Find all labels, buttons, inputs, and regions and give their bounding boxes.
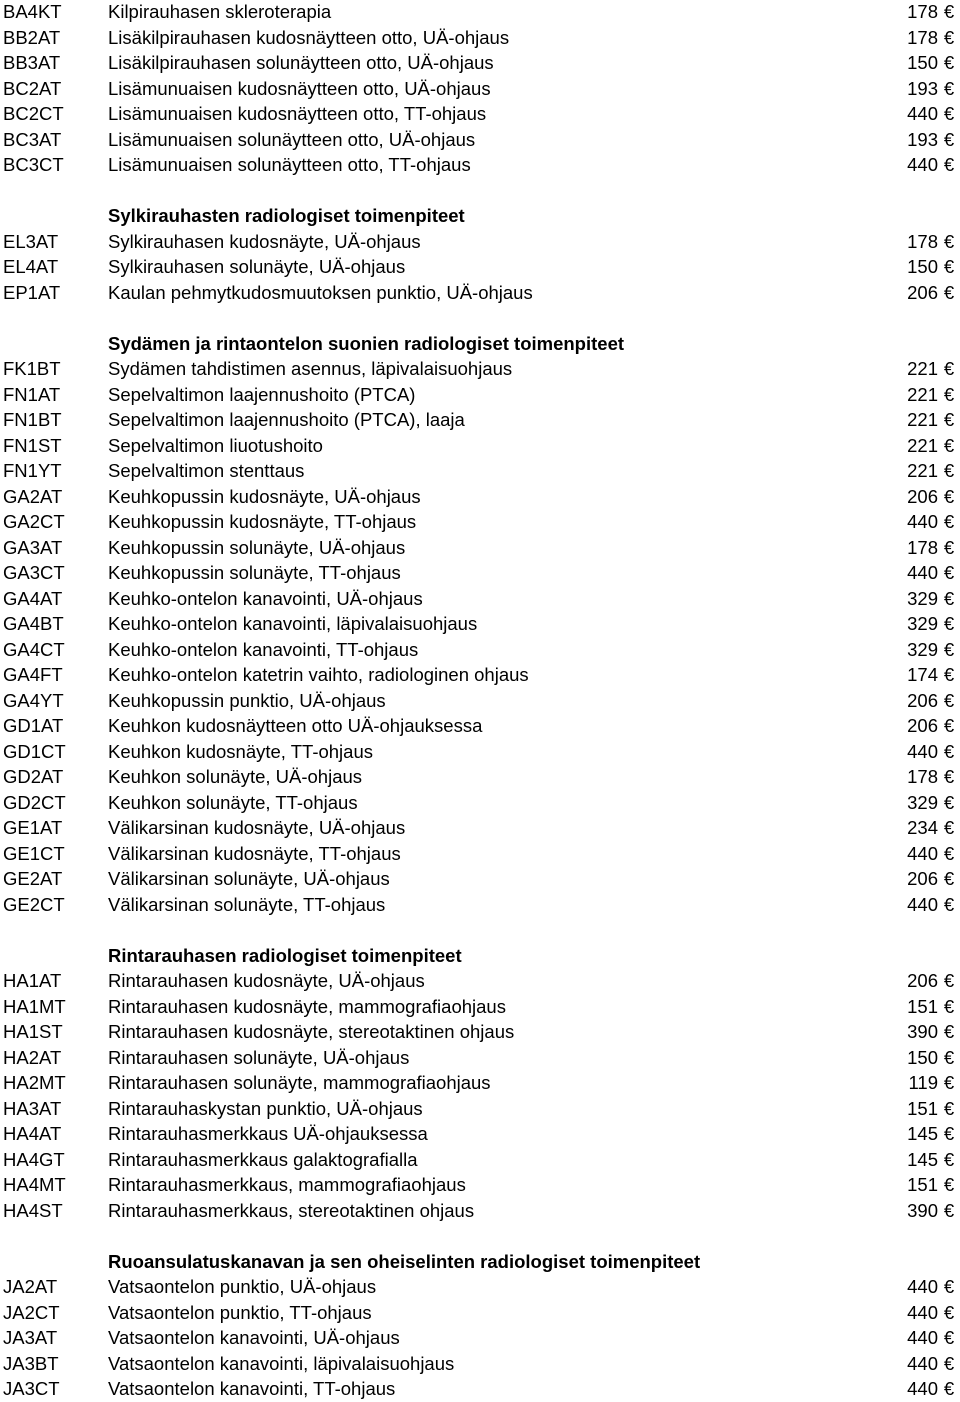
procedure-description: Kaulan pehmytkudosmuutoksen punktio, UÄ-ohjaus bbox=[108, 281, 533, 303]
table-row bbox=[0, 1045, 960, 1071]
procedure-code: GE1AT bbox=[3, 817, 63, 838]
procedure-price: 151 bbox=[907, 1097, 938, 1119]
procedure-code: EL4AT bbox=[3, 256, 59, 277]
procedure-description: Sepelvaltimon liuotushoito bbox=[108, 434, 323, 456]
procedure-description: Rintarauhasmerkkaus, mammografiaohjaus bbox=[108, 1174, 466, 1195]
euro-currency-icon: € bbox=[943, 77, 955, 99]
procedure-code: JA3AT bbox=[3, 1327, 58, 1348]
table-row bbox=[0, 50, 960, 76]
procedure-code: HA2MT bbox=[3, 1072, 66, 1093]
procedure-price: 150 bbox=[907, 1046, 938, 1068]
procedure-price: 329 bbox=[907, 638, 938, 660]
euro-currency-icon: € bbox=[943, 587, 955, 609]
procedure-description: Keuhkopussin solunäyte, UÄ-ohjaus bbox=[108, 536, 406, 558]
procedure-description: Rintarauhasmerkkaus UÄ-ohjauksessa bbox=[108, 1123, 428, 1144]
procedure-description: Sylkirauhasen kudosnäyte, UÄ-ohjaus bbox=[108, 230, 421, 252]
procedure-code: HA1AT bbox=[3, 970, 62, 991]
euro-currency-icon: € bbox=[943, 1021, 955, 1042]
procedure-code: HA1ST bbox=[3, 1021, 63, 1042]
table-row bbox=[0, 560, 960, 586]
procedure-code: HA4ST bbox=[3, 1199, 63, 1221]
procedure-price: 440 bbox=[907, 893, 938, 915]
table-row bbox=[0, 433, 960, 459]
procedure-description: Vatsaontelon kanavointi, läpivalaisuohjaus bbox=[108, 1352, 455, 1374]
procedure-description: Rintarauhasmerkkaus, stereotaktinen ohjaus bbox=[108, 1199, 475, 1221]
procedure-code: HA3AT bbox=[3, 1097, 62, 1119]
euro-currency-icon: € bbox=[943, 1072, 955, 1093]
procedure-code: GA3CT bbox=[3, 562, 65, 583]
table-row bbox=[0, 1147, 960, 1173]
procedure-price: 145 bbox=[907, 1148, 938, 1170]
procedure-price: 440 bbox=[907, 103, 938, 124]
table-row bbox=[0, 586, 960, 612]
procedure-description: Sepelvaltimon stenttaus bbox=[108, 460, 305, 481]
procedure-description: Keuhkopussin kudosnäyte, TT-ohjaus bbox=[108, 511, 417, 532]
euro-currency-icon: € bbox=[943, 26, 955, 48]
table-row bbox=[0, 1325, 960, 1351]
table-row bbox=[0, 1121, 960, 1147]
procedure-price: 151 bbox=[907, 1174, 938, 1195]
procedure-price: 440 bbox=[907, 740, 938, 762]
procedure-code: BC2AT bbox=[3, 77, 62, 99]
procedure-price: 206 bbox=[907, 868, 938, 889]
euro-currency-icon: € bbox=[943, 1046, 955, 1068]
procedure-code: GA4YT bbox=[3, 689, 64, 711]
procedure-price: 440 bbox=[907, 1352, 938, 1374]
euro-currency-icon: € bbox=[943, 230, 955, 252]
procedure-description: Keuhkopussin solunäyte, TT-ohjaus bbox=[108, 562, 401, 583]
procedure-price: 440 bbox=[907, 1378, 938, 1399]
table-row bbox=[0, 994, 960, 1020]
procedure-code: HA2AT bbox=[3, 1046, 62, 1068]
procedure-description: Keuhko-ontelon kanavointi, UÄ-ohjaus bbox=[108, 587, 423, 609]
euro-currency-icon: € bbox=[943, 613, 955, 634]
procedure-code: GE1CT bbox=[3, 842, 65, 864]
procedure-code: FN1YT bbox=[3, 460, 62, 481]
table-row bbox=[0, 254, 960, 280]
procedure-description: Keuhkon kudosnäyte, TT-ohjaus bbox=[108, 740, 373, 762]
procedure-code: GA4BT bbox=[3, 613, 64, 634]
procedure-price: 178 bbox=[907, 536, 938, 558]
euro-currency-icon: € bbox=[943, 536, 955, 558]
euro-currency-icon: € bbox=[943, 281, 955, 303]
procedure-description: Lisämunuaisen kudosnäytteen otto, UÄ-ohjaus bbox=[108, 77, 491, 99]
procedure-code: JA3CT bbox=[3, 1378, 60, 1399]
table-row bbox=[0, 0, 960, 25]
euro-currency-icon: € bbox=[943, 1123, 955, 1144]
procedure-price: 206 bbox=[907, 715, 938, 736]
procedure-price: 178 bbox=[907, 230, 938, 252]
procedure-price: 150 bbox=[907, 256, 938, 277]
table-row bbox=[0, 535, 960, 561]
procedure-price: 178 bbox=[907, 766, 938, 787]
procedure-description: Keuhkon kudosnäytteen otto UÄ-ohjauksessa bbox=[108, 715, 483, 736]
euro-currency-icon: € bbox=[943, 103, 955, 124]
section-heading: Sylkirauhasten radiologiset toimenpiteet bbox=[108, 205, 465, 226]
euro-currency-icon: € bbox=[943, 893, 955, 915]
procedure-price: 206 bbox=[907, 485, 938, 507]
procedure-price: 150 bbox=[907, 52, 938, 73]
procedure-description: Välikarsinan solunäyte, UÄ-ohjaus bbox=[108, 868, 390, 889]
table-row bbox=[0, 1274, 960, 1300]
procedure-price: 221 bbox=[907, 383, 938, 405]
euro-currency-icon: € bbox=[943, 1174, 955, 1195]
procedure-description: Rintarauhasen kudosnäyte, UÄ-ohjaus bbox=[108, 970, 425, 991]
procedure-description: Keuhkopussin kudosnäyte, UÄ-ohjaus bbox=[108, 485, 421, 507]
euro-currency-icon: € bbox=[943, 511, 955, 532]
procedure-price: 178 bbox=[907, 1, 938, 22]
euro-currency-icon: € bbox=[943, 434, 955, 456]
procedure-price: 440 bbox=[907, 511, 938, 532]
euro-currency-icon: € bbox=[943, 1148, 955, 1170]
procedure-description: Rintarauhasen kudosnäyte, mammografiaohjaus bbox=[108, 995, 506, 1017]
procedure-price: 329 bbox=[907, 587, 938, 609]
euro-currency-icon: € bbox=[943, 842, 955, 864]
table-row bbox=[0, 1096, 960, 1122]
table-row bbox=[0, 739, 960, 765]
procedure-price: 221 bbox=[907, 358, 938, 379]
procedure-code: GA4AT bbox=[3, 587, 63, 609]
procedure-code: BC2CT bbox=[3, 103, 64, 124]
procedure-description: Välikarsinan kudosnäyte, TT-ohjaus bbox=[108, 842, 401, 864]
procedure-description: Keuhkon solunäyte, UÄ-ohjaus bbox=[108, 766, 363, 787]
procedure-code: BA4KT bbox=[3, 1, 62, 22]
procedure-price: 440 bbox=[907, 1276, 938, 1297]
procedure-code: GA2AT bbox=[3, 485, 63, 507]
euro-currency-icon: € bbox=[943, 1199, 955, 1221]
table-row bbox=[0, 1351, 960, 1377]
procedure-price: 174 bbox=[907, 664, 938, 685]
euro-currency-icon: € bbox=[943, 1097, 955, 1119]
procedure-description: Keuhkopussin punktio, UÄ-ohjaus bbox=[108, 689, 386, 711]
table-row bbox=[0, 790, 960, 816]
euro-currency-icon: € bbox=[943, 1378, 955, 1399]
euro-currency-icon: € bbox=[943, 485, 955, 507]
procedure-price: 193 bbox=[907, 77, 938, 99]
euro-currency-icon: € bbox=[943, 817, 955, 838]
table-row bbox=[0, 637, 960, 663]
procedure-price: 329 bbox=[907, 791, 938, 813]
procedure-code: JA3BT bbox=[3, 1352, 59, 1374]
procedure-description: Rintarauhasen solunäyte, UÄ-ohjaus bbox=[108, 1046, 410, 1068]
table-row bbox=[0, 688, 960, 714]
euro-currency-icon: € bbox=[943, 1352, 955, 1374]
procedure-price: 329 bbox=[907, 613, 938, 634]
procedure-code: FN1AT bbox=[3, 383, 61, 405]
euro-currency-icon: € bbox=[943, 766, 955, 787]
table-row bbox=[0, 1172, 960, 1198]
table-row bbox=[0, 1198, 960, 1224]
procedure-code: BB3AT bbox=[3, 52, 61, 73]
table-row bbox=[0, 1300, 960, 1326]
procedure-description: Sepelvaltimon laajennushoito (PTCA) bbox=[108, 383, 416, 405]
euro-currency-icon: € bbox=[943, 358, 955, 379]
table-row bbox=[0, 407, 960, 433]
procedure-code: BC3AT bbox=[3, 128, 62, 150]
procedure-price: 206 bbox=[907, 689, 938, 711]
table-row bbox=[0, 25, 960, 51]
table-row bbox=[0, 892, 960, 918]
table-row bbox=[0, 458, 960, 484]
procedure-description: Keuhko-ontelon katetrin vaihto, radiologinen ohjaus bbox=[108, 664, 529, 685]
procedure-description: Vatsaontelon punktio, UÄ-ohjaus bbox=[108, 1276, 377, 1297]
procedure-code: JA2CT bbox=[3, 1301, 60, 1323]
table-row bbox=[0, 152, 960, 178]
euro-currency-icon: € bbox=[943, 562, 955, 583]
procedure-description: Lisämunuaisen solunäytteen otto, TT-ohjaus bbox=[108, 154, 471, 175]
procedure-description: Keuhko-ontelon kanavointi, läpivalaisuohjaus bbox=[108, 613, 478, 634]
table-row bbox=[0, 841, 960, 867]
procedure-code: GD1CT bbox=[3, 740, 66, 762]
procedure-code: GD2AT bbox=[3, 766, 64, 787]
procedure-description: Välikarsinan kudosnäyte, UÄ-ohjaus bbox=[108, 817, 406, 838]
procedure-description: Rintarauhasmerkkaus galaktografialla bbox=[108, 1148, 418, 1170]
euro-currency-icon: € bbox=[943, 1, 955, 22]
euro-currency-icon: € bbox=[943, 689, 955, 711]
euro-currency-icon: € bbox=[943, 154, 955, 175]
euro-currency-icon: € bbox=[943, 128, 955, 150]
procedure-code: JA2AT bbox=[3, 1276, 58, 1297]
euro-currency-icon: € bbox=[943, 638, 955, 660]
procedure-description: Rintarauhaskystan punktio, UÄ-ohjaus bbox=[108, 1097, 423, 1119]
procedure-code: HA1MT bbox=[3, 995, 66, 1017]
procedure-code: GE2CT bbox=[3, 893, 65, 915]
table-row bbox=[0, 611, 960, 637]
table-row bbox=[0, 815, 960, 841]
table-row bbox=[0, 484, 960, 510]
table-row bbox=[0, 509, 960, 535]
procedure-price: 119 bbox=[908, 1072, 938, 1093]
euro-currency-icon: € bbox=[943, 970, 955, 991]
procedure-code: BC3CT bbox=[3, 154, 64, 175]
table-row bbox=[0, 101, 960, 127]
euro-currency-icon: € bbox=[943, 460, 955, 481]
procedure-price: 206 bbox=[907, 281, 938, 303]
table-row bbox=[0, 662, 960, 688]
table-row bbox=[0, 127, 960, 153]
procedure-code: HA4MT bbox=[3, 1174, 66, 1195]
table-row bbox=[0, 382, 960, 408]
procedure-code: FN1BT bbox=[3, 409, 62, 430]
section-heading: Ruoansulatuskanavan ja sen oheiselinten radiologiset toimenpiteet bbox=[108, 1250, 701, 1272]
section-heading: Rintarauhasen radiologiset toimenpiteet bbox=[108, 944, 462, 966]
euro-currency-icon: € bbox=[943, 1276, 955, 1297]
euro-currency-icon: € bbox=[943, 995, 955, 1017]
procedure-price: 221 bbox=[907, 434, 938, 456]
procedure-description: Välikarsinan solunäyte, TT-ohjaus bbox=[108, 893, 386, 915]
procedure-price: 234 bbox=[907, 817, 938, 838]
table-row bbox=[0, 356, 960, 382]
procedure-description: Sydämen tahdistimen asennus, läpivalaisuohjaus bbox=[108, 358, 513, 379]
procedure-price: 440 bbox=[907, 562, 938, 583]
table-row bbox=[0, 866, 960, 892]
table-row bbox=[0, 713, 960, 739]
procedure-description: Vatsaontelon punktio, TT-ohjaus bbox=[108, 1301, 372, 1323]
euro-currency-icon: € bbox=[943, 383, 955, 405]
euro-currency-icon: € bbox=[943, 715, 955, 736]
procedure-price: 390 bbox=[907, 1199, 938, 1221]
procedure-code: GA2CT bbox=[3, 511, 65, 532]
euro-currency-icon: € bbox=[943, 664, 955, 685]
procedure-code: HA4GT bbox=[3, 1148, 65, 1170]
procedure-description: Lisämunuaisen kudosnäytteen otto, TT-ohjaus bbox=[108, 103, 487, 124]
euro-currency-icon: € bbox=[943, 1301, 955, 1323]
procedure-price: 221 bbox=[907, 460, 938, 481]
procedure-code: HA4AT bbox=[3, 1123, 62, 1144]
procedure-code: GD2CT bbox=[3, 791, 66, 813]
euro-currency-icon: € bbox=[943, 409, 955, 430]
procedure-description: Lisäkilpirauhasen kudosnäytteen otto, UÄ-ohjaus bbox=[108, 26, 510, 48]
procedure-code: FN1ST bbox=[3, 434, 62, 456]
procedure-code: EP1AT bbox=[3, 281, 61, 303]
euro-currency-icon: € bbox=[943, 256, 955, 277]
table-row bbox=[0, 280, 960, 306]
procedure-price: 178 bbox=[907, 26, 938, 48]
procedure-description: Lisäkilpirauhasen solunäytteen otto, UÄ-ohjaus bbox=[108, 52, 494, 73]
table-row bbox=[0, 968, 960, 994]
euro-currency-icon: € bbox=[943, 1327, 955, 1348]
procedure-price: 440 bbox=[907, 1301, 938, 1323]
procedure-code: FK1BT bbox=[3, 358, 61, 379]
table-row bbox=[0, 1070, 960, 1096]
section-heading: Sydämen ja rintaontelon suonien radiologiset toimenpiteet bbox=[108, 332, 625, 354]
procedure-code: GA4FT bbox=[3, 664, 63, 685]
procedure-code: GE2AT bbox=[3, 868, 63, 889]
procedure-code: GD1AT bbox=[3, 715, 64, 736]
procedure-code: GA4CT bbox=[3, 638, 65, 660]
table-row bbox=[0, 76, 960, 102]
procedure-description: Keuhkon solunäyte, TT-ohjaus bbox=[108, 791, 358, 813]
procedure-description: Rintarauhasen kudosnäyte, stereotaktinen ohjaus bbox=[108, 1021, 515, 1042]
euro-currency-icon: € bbox=[943, 740, 955, 762]
procedure-description: Sepelvaltimon laajennushoito (PTCA), laaja bbox=[108, 409, 465, 430]
table-row bbox=[0, 1019, 960, 1045]
procedure-description: Vatsaontelon kanavointi, UÄ-ohjaus bbox=[108, 1327, 400, 1348]
procedure-price: 206 bbox=[907, 970, 938, 991]
procedure-description: Kilpirauhasen skleroterapia bbox=[108, 1, 332, 22]
procedure-description: Keuhko-ontelon kanavointi, TT-ohjaus bbox=[108, 638, 419, 660]
procedure-code: BB2AT bbox=[3, 26, 61, 48]
procedure-price: 145 bbox=[907, 1123, 938, 1144]
procedure-price: 440 bbox=[907, 842, 938, 864]
procedure-description: Rintarauhasen solunäyte, mammografiaohjaus bbox=[108, 1072, 491, 1093]
procedure-code: GA3AT bbox=[3, 536, 63, 558]
table-row bbox=[0, 229, 960, 255]
procedure-price: 221 bbox=[907, 409, 938, 430]
procedure-price: 440 bbox=[907, 154, 938, 175]
procedure-price: 193 bbox=[907, 128, 938, 150]
table-row bbox=[0, 764, 960, 790]
table-row bbox=[0, 1376, 960, 1402]
procedure-code: EL3AT bbox=[3, 230, 59, 252]
euro-currency-icon: € bbox=[943, 868, 955, 889]
procedure-price: 390 bbox=[907, 1021, 938, 1042]
procedure-description: Sylkirauhasen solunäyte, UÄ-ohjaus bbox=[108, 256, 406, 277]
procedure-price: 151 bbox=[907, 995, 938, 1017]
procedure-description: Vatsaontelon kanavointi, TT-ohjaus bbox=[108, 1378, 396, 1399]
euro-currency-icon: € bbox=[943, 52, 955, 73]
procedure-description: Lisämunuaisen solunäytteen otto, UÄ-ohjaus bbox=[108, 128, 476, 150]
euro-currency-icon: € bbox=[943, 791, 955, 813]
procedure-price: 440 bbox=[907, 1327, 938, 1348]
